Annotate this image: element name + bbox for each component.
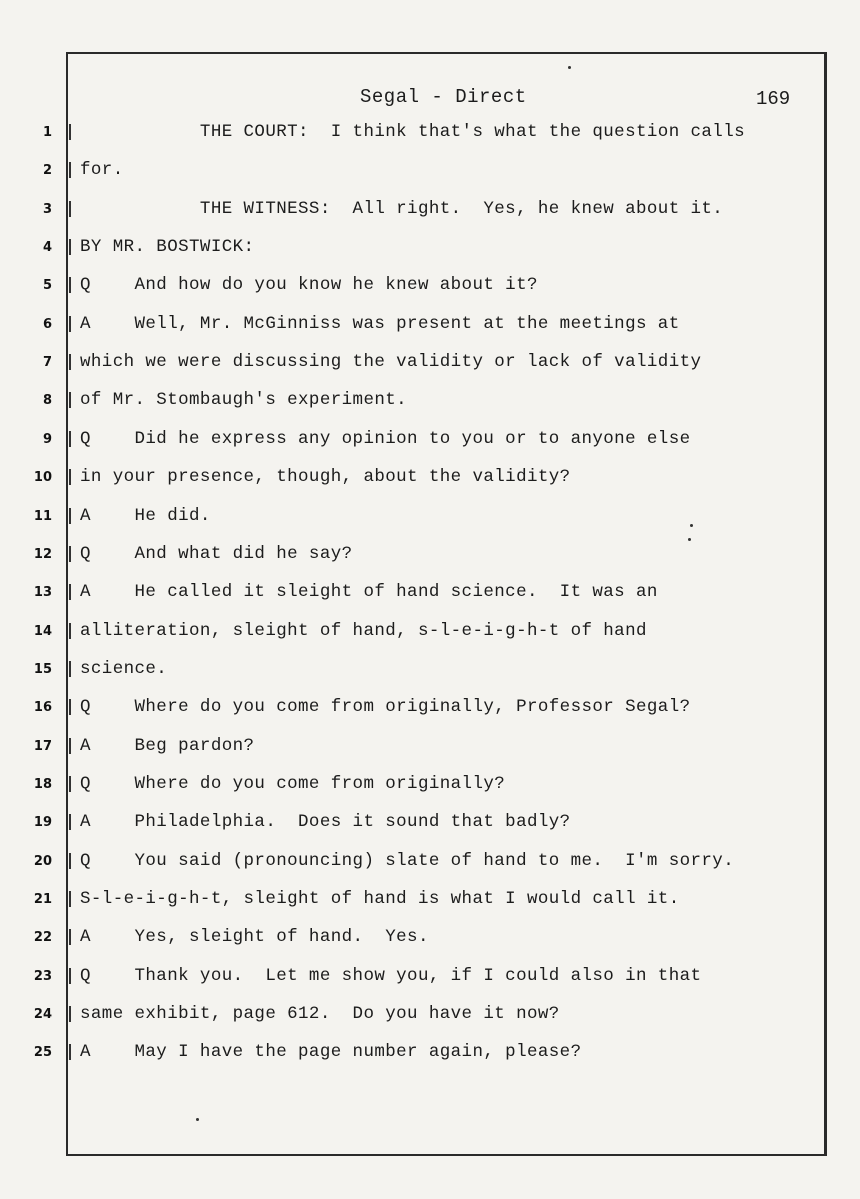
line-number: 24 [33,1007,52,1022]
transcript-line: S-l-e-i-g-h-t, sleight of hand is what I would call it. [80,889,680,909]
margin-tick [69,738,71,754]
line-number: 13 [33,585,52,600]
margin-tick [69,853,71,869]
line-number: 2 [42,163,52,178]
margin-tick [69,277,71,293]
margin-tick [69,431,71,447]
margin-tick [69,162,71,178]
transcript-line: which we were discussing the validity or lack of validity [80,352,702,372]
line-number: 12 [33,547,52,562]
line-number: 6 [42,317,52,332]
line-number: 8 [42,393,52,408]
margin-tick [69,623,71,639]
margin-tick [69,776,71,792]
margin-tick [69,469,71,485]
transcript-line: THE COURT: I think that's what the question calls [80,122,746,142]
page-number: 169 [756,88,791,110]
margin-tick [69,1006,71,1022]
scan-speck [688,538,691,541]
line-number: 19 [33,815,52,830]
margin-tick [69,546,71,562]
line-number: 11 [33,509,52,524]
transcript-line: Q And what did he say? [80,544,353,564]
transcript-line: THE WITNESS: All right. Yes, he knew about it. [80,199,724,219]
margin-tick [69,1044,71,1060]
margin-tick [69,354,71,370]
transcript-line: Q You said (pronouncing) slate of hand to me. I'm sorry. [80,851,735,871]
line-number: 16 [33,700,52,715]
transcript-line: A Well, Mr. McGinniss was present at the meetings at [80,314,680,334]
page-header: Segal - Direct [360,86,527,108]
line-number: 3 [42,202,52,217]
transcript-line: A Yes, sleight of hand. Yes. [80,927,429,947]
line-number: 23 [33,969,52,984]
line-number: 15 [33,662,52,677]
transcript-line: same exhibit, page 612. Do you have it now? [80,1004,560,1024]
margin-tick [69,392,71,408]
line-number: 9 [42,432,52,447]
line-number: 17 [33,739,52,754]
transcript-line: Q Thank you. Let me show you, if I could also in that [80,966,702,986]
line-number: 25 [33,1045,52,1060]
transcript-line: alliteration, sleight of hand, s-l-e-i-g-h-t of hand [80,621,647,641]
margin-tick [69,239,71,255]
transcript-line: A He called it sleight of hand science. It was an [80,582,658,602]
transcript-line: science. [80,659,168,679]
margin-tick [69,699,71,715]
margin-tick [69,661,71,677]
transcript-line: Q Did he express any opinion to you or to anyone else [80,429,691,449]
margin-tick [69,891,71,907]
transcript-line: in your presence, though, about the validity? [80,467,571,487]
line-number: 1 [42,125,52,140]
margin-tick [69,584,71,600]
transcript-line: Q And how do you know he knew about it? [80,275,538,295]
line-number: 21 [33,892,52,907]
line-number: 18 [33,777,52,792]
margin-tick [69,124,71,140]
transcript-line: of Mr. Stombaugh's experiment. [80,390,408,410]
transcript-line: A Beg pardon? [80,736,255,756]
transcript-line: Q Where do you come from originally, Professor Segal? [80,697,691,717]
margin-tick [69,508,71,524]
line-number: 20 [33,854,52,869]
transcript-line: Q Where do you come from originally? [80,774,506,794]
transcript-line: for. [80,160,124,180]
line-number: 22 [33,930,52,945]
transcript-line: A He did. [80,506,211,526]
line-number: 7 [42,355,52,370]
margin-tick [69,316,71,332]
scan-speck [568,66,571,69]
transcript-line: A Philadelphia. Does it sound that badly? [80,812,571,832]
margin-tick [69,929,71,945]
margin-tick [69,814,71,830]
scan-speck [690,524,693,527]
line-number: 4 [42,240,52,255]
line-number: 10 [33,470,52,485]
margin-tick [69,201,71,217]
margin-tick [69,968,71,984]
scan-speck [196,1118,199,1121]
transcript-line: BY MR. BOSTWICK: [80,237,255,257]
line-number: 5 [42,278,52,293]
transcript-line: A May I have the page number again, please? [80,1042,582,1062]
line-number: 14 [33,624,52,639]
